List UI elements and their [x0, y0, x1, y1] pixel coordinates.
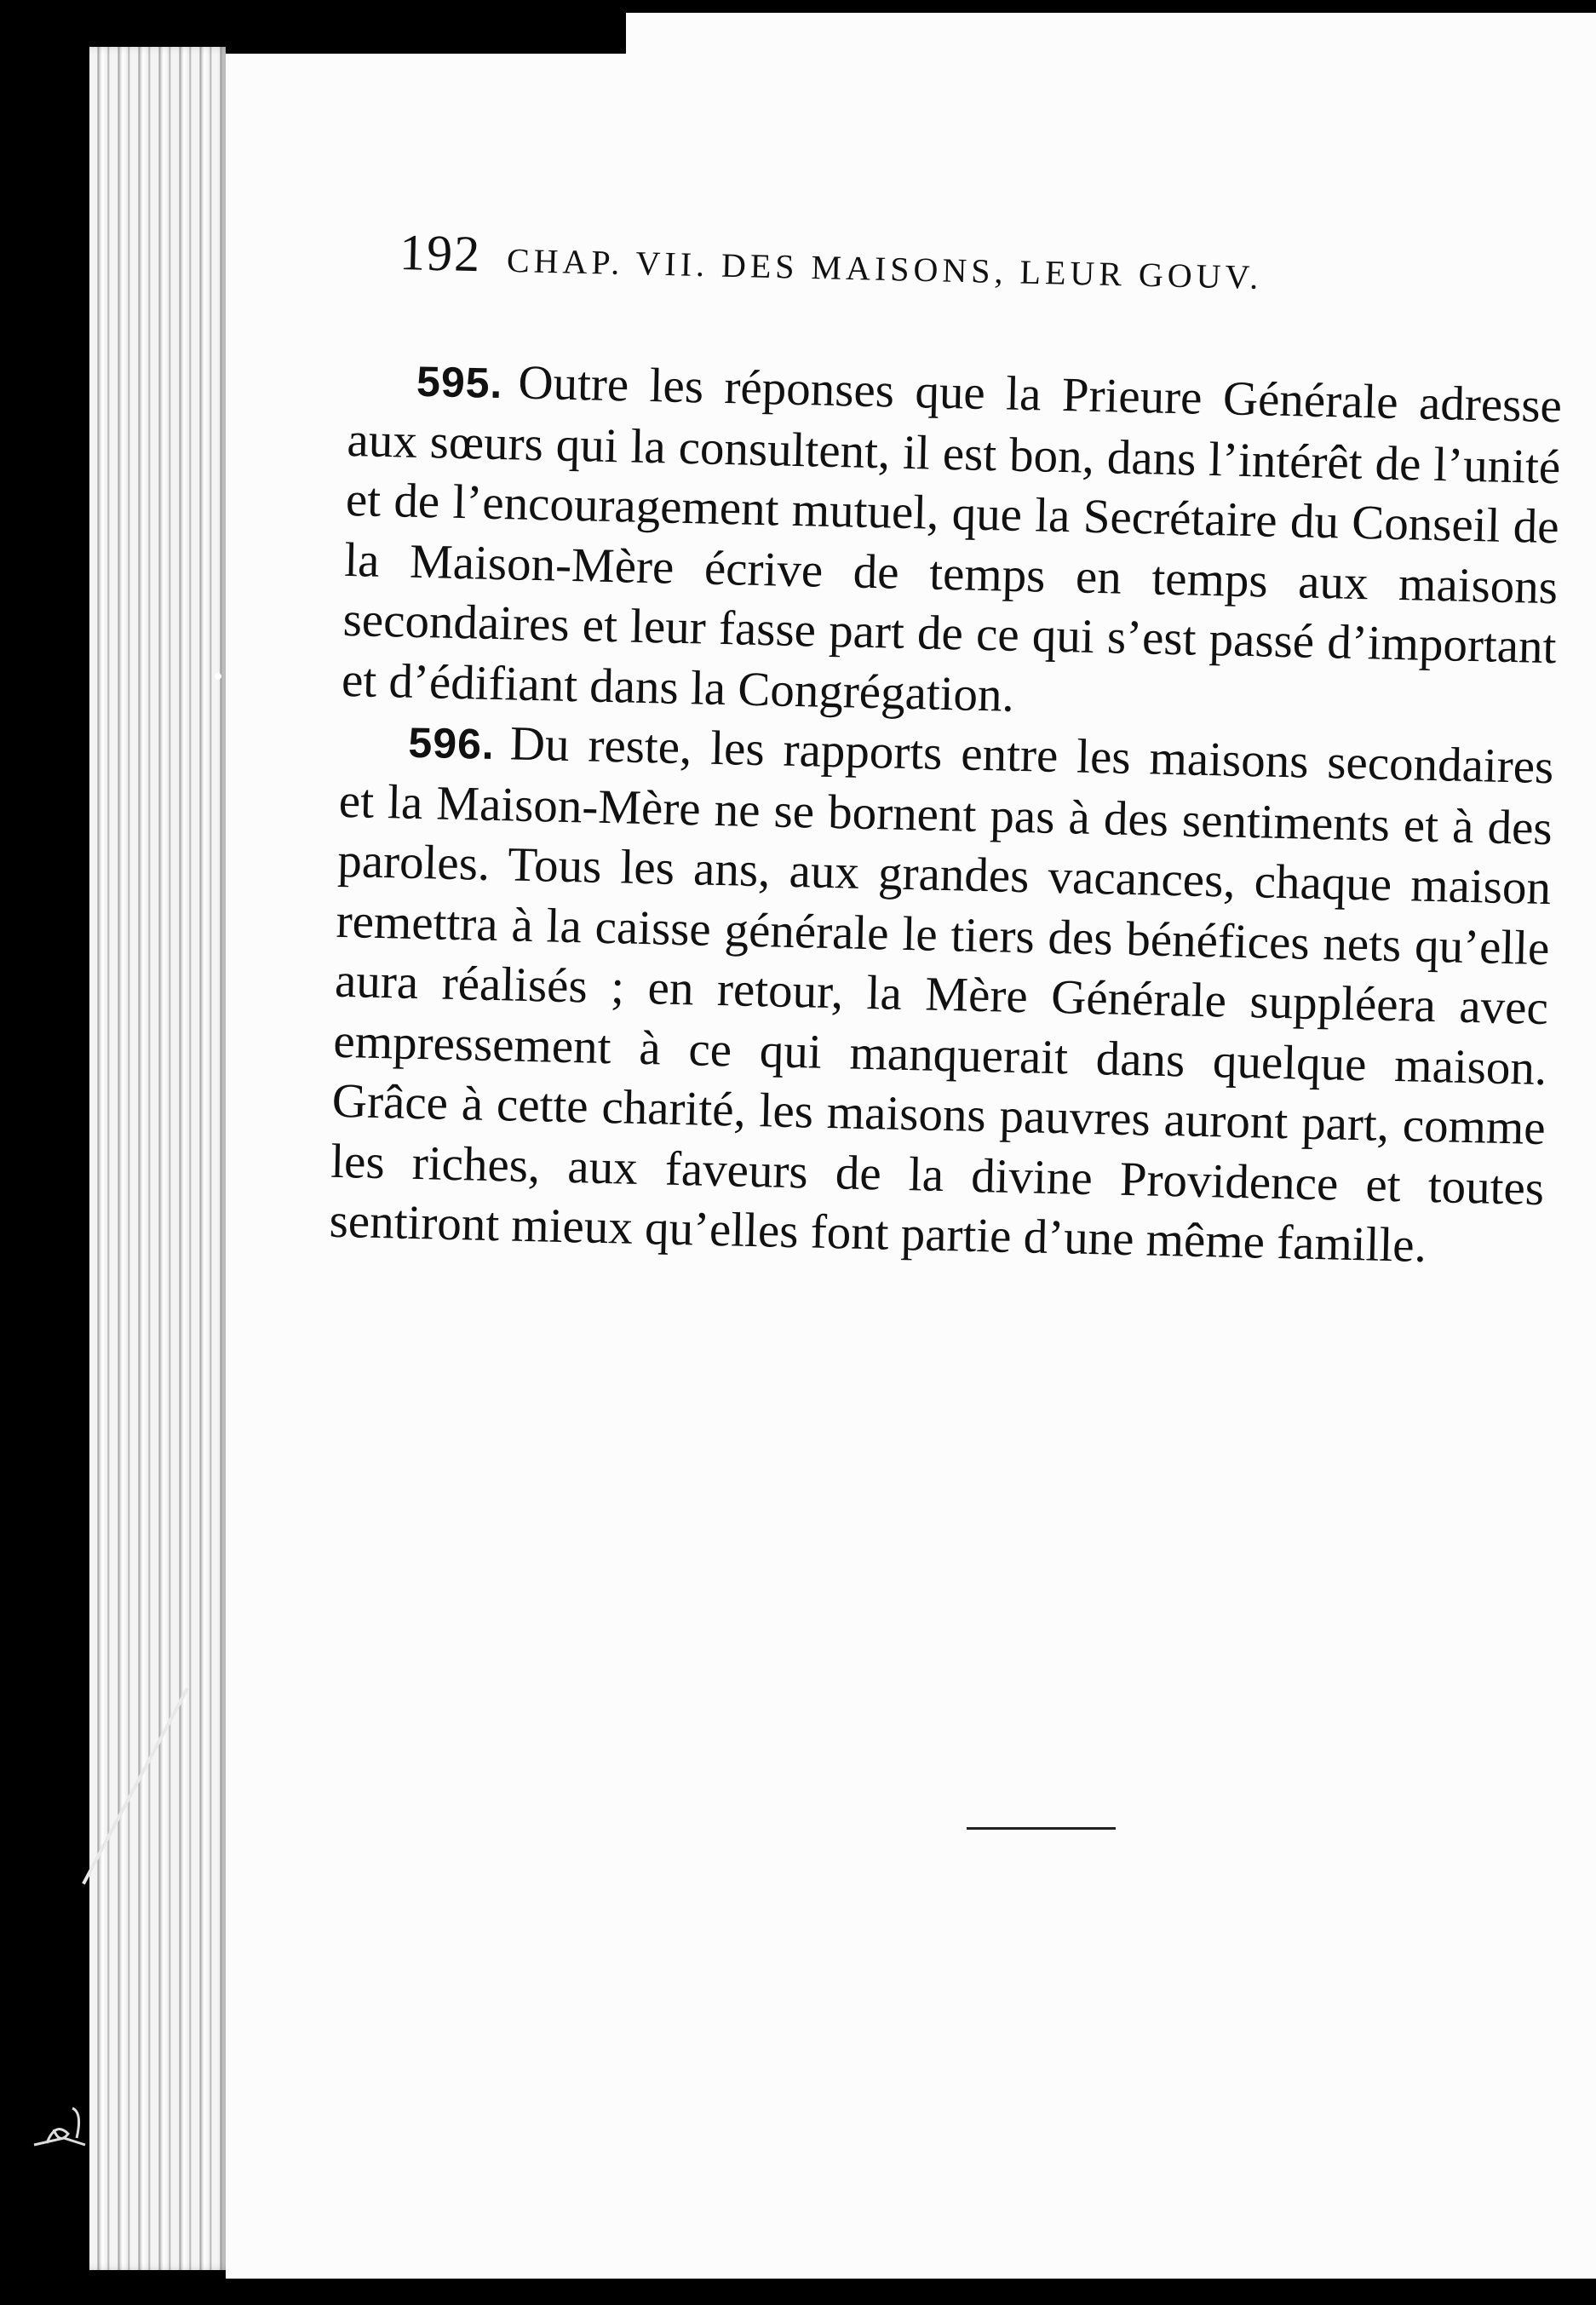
paragraph-number: 596.	[407, 718, 496, 768]
page-edges	[89, 47, 238, 2270]
running-title: CHAP. VII. DES MAISONS, LEUR GOUV.	[506, 240, 1263, 296]
paragraph-text: Outre les réponses que la Prieure Générale adresse aux sœurs qui la consultent, il est bon, dans l’intérêt de l’unité et de l’encouragement mutuel, que la Secrétaire du Conseil de la Maison-Mère écrive de temps en temps aux maisons secondaires et leur fasse part de ce qui s’est passé d’important et d’édifiant dans la Congrégation.	[341, 355, 1563, 722]
paragraph-595	[341, 349, 1562, 738]
body-text	[329, 349, 1563, 1279]
scan-border	[226, 13, 626, 54]
end-rule	[967, 1827, 1116, 1830]
page-number: 192	[399, 223, 482, 283]
scan-speck	[215, 673, 221, 680]
paragraph-596	[329, 710, 1554, 1279]
paragraph-number: 595.	[416, 357, 504, 408]
paragraph-text: Du reste, les rapports entre les maisons secondaires et la Maison-Mère ne se bornent pas à des sentiments et à des paroles. Tous les ans, aux grandes vacances, chaque maison remettra à la caisse générale le tiers des bénéfices nets qu’elle aura réalisés ; en retour, la Mère Générale suppléera avec empressement à ce qui manquerait dans quelque maison. Grâce à cette charité, les maisons pauvres auront part, comme les riches, aux faveurs de la divine Providence et toutes sentiront mieux qu’elles font partie d’une même famille.	[329, 716, 1554, 1273]
margin-mark-icon	[30, 2095, 89, 2155]
